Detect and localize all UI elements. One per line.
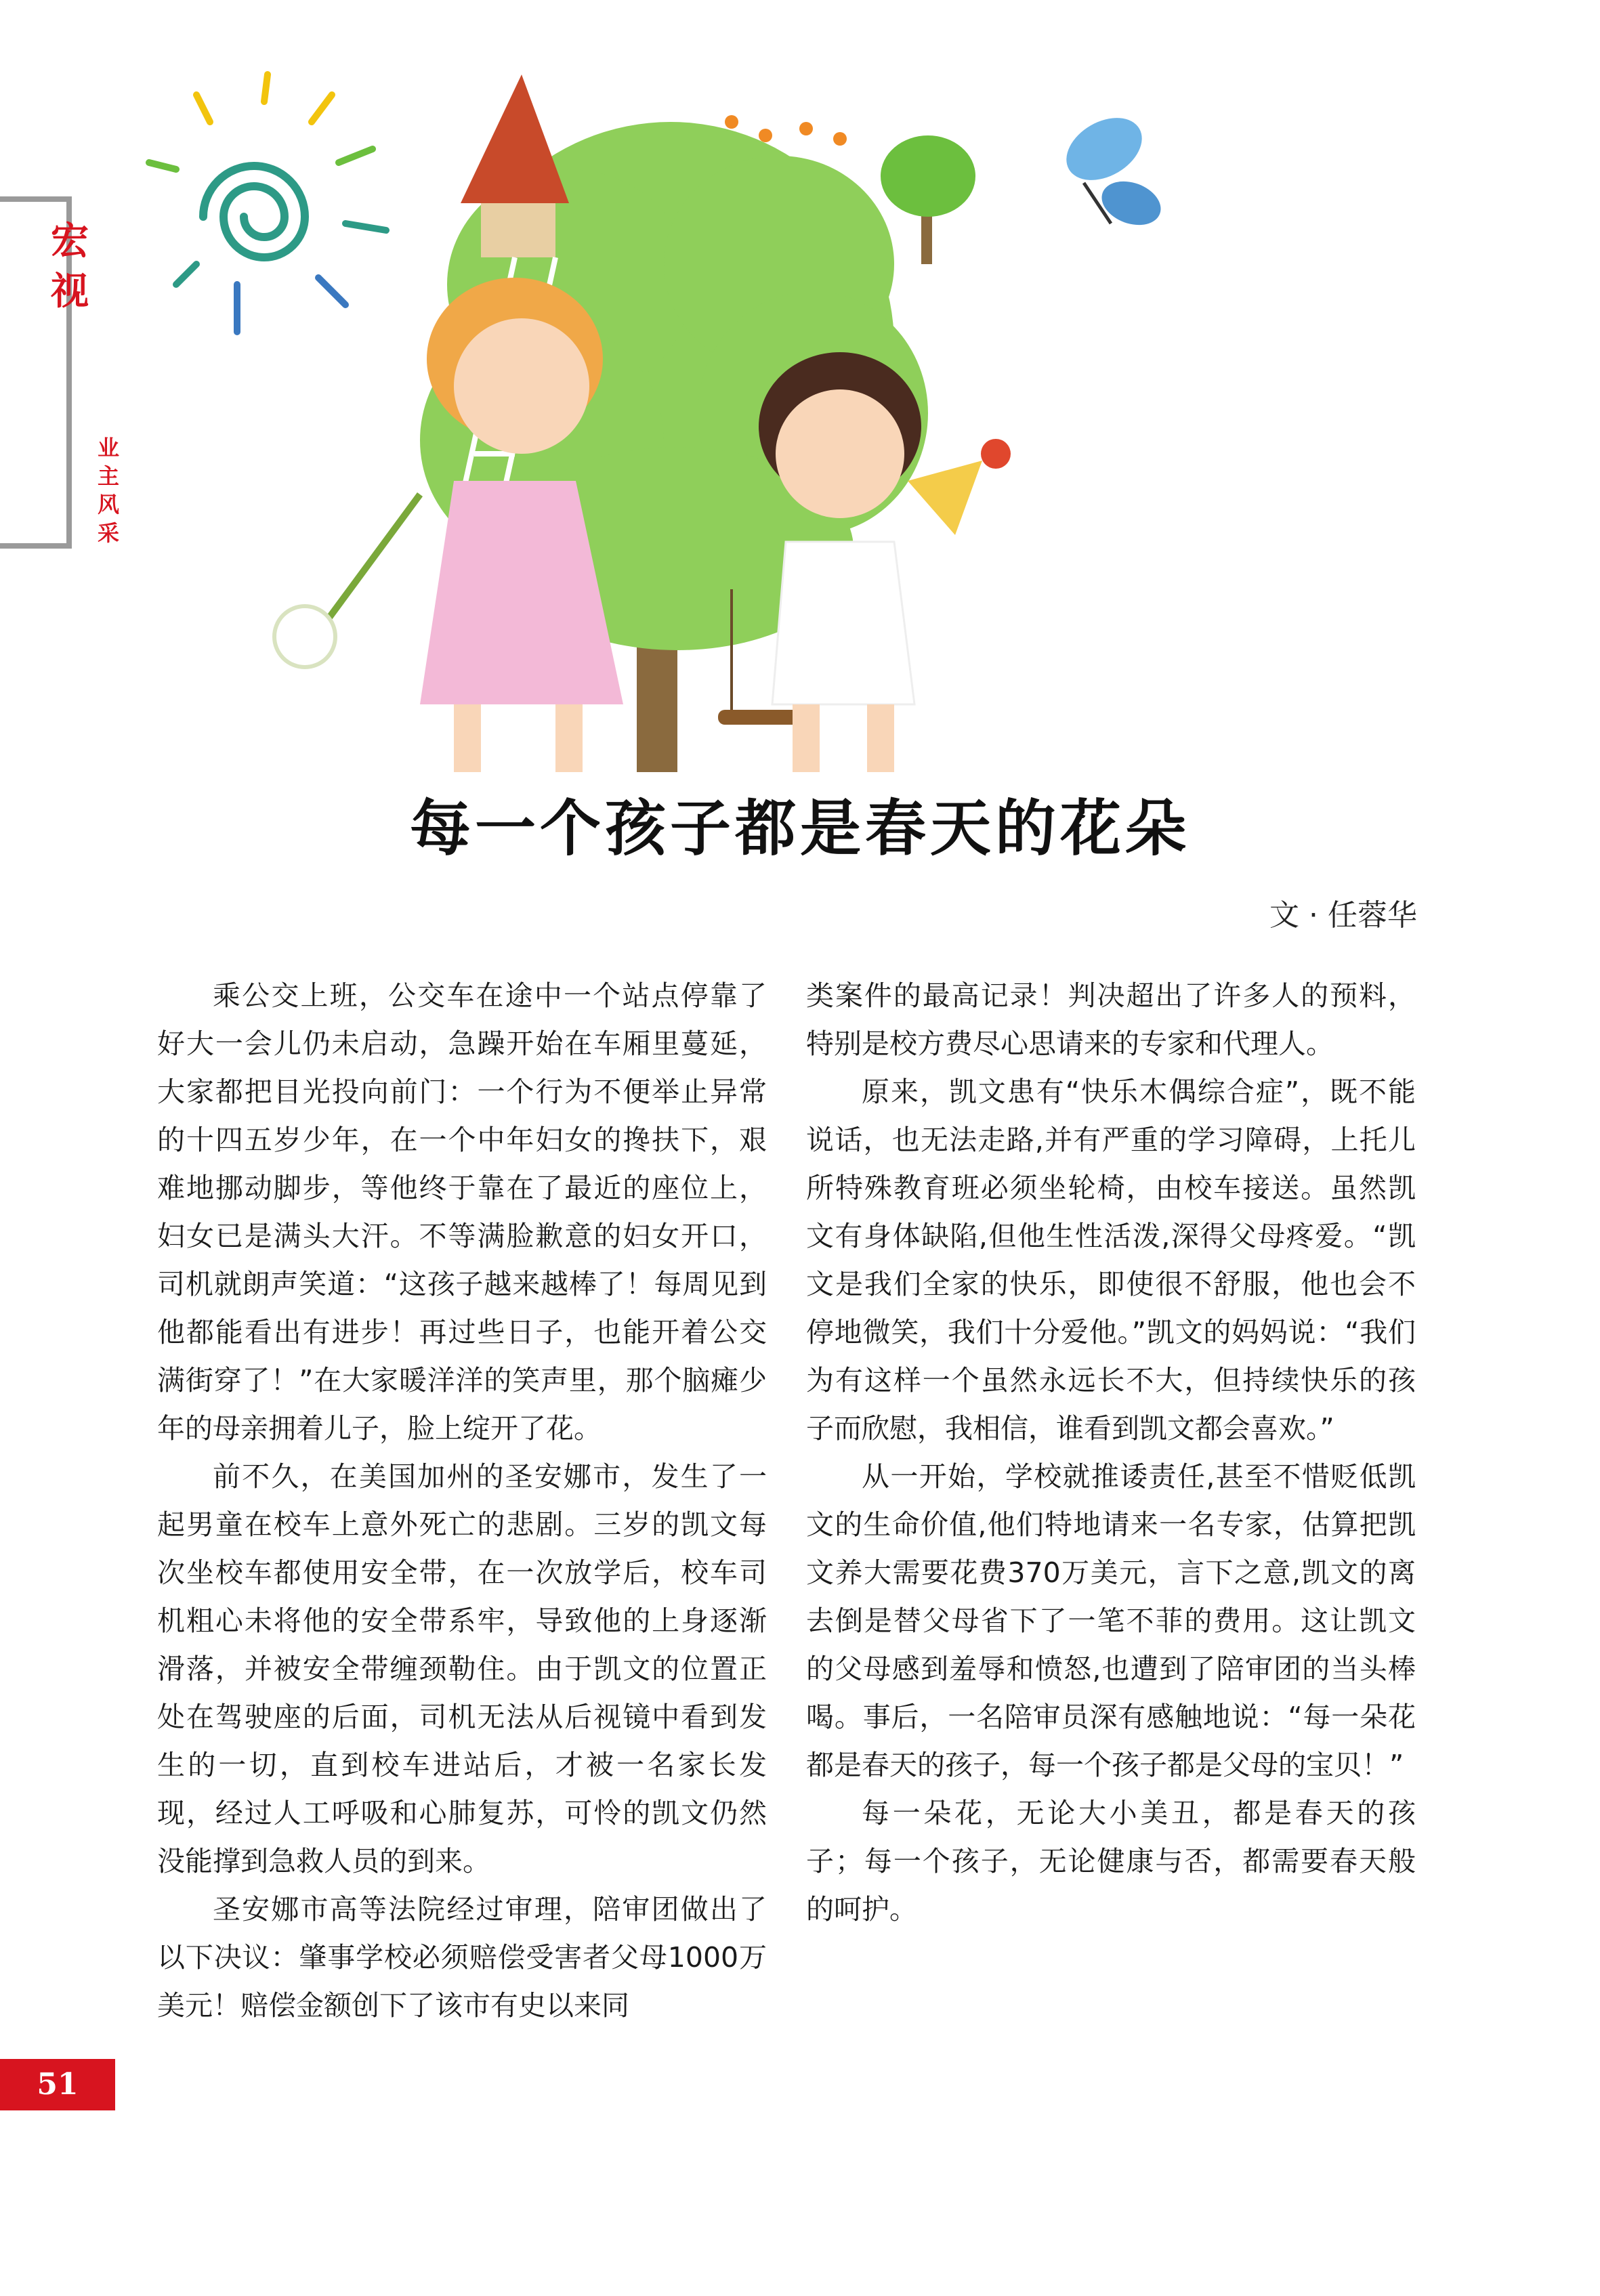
small-tree xyxy=(881,135,975,264)
paragraph: 原来，凯文患有“快乐木偶综合症”，既不能说话，也无法走路,并有严重的学习障碍，上托儿所特殊教育班必须坐轮椅，由校车接送。虽然凯文有身体缺陷,但他生性活泼,深得父母疼爱。“凯文是我们全家的快乐，即使很不舒服，他也会不停地微笑，我们十分爱他。”凯文的妈妈说：“我们为有这样一个虽然永远长不大，但持续快乐的孩子而欣慰，我相信，谁看到凯文都会喜欢。” xyxy=(806,1076,1416,1445)
boy-figure xyxy=(759,352,1011,772)
section-label: 宏视 xyxy=(51,219,89,314)
butterfly-icon xyxy=(1055,105,1167,232)
sun-icon xyxy=(149,75,386,332)
paragraph: 前不久，在美国加州的圣安娜市，发生了一起男童在校车上意外死亡的悲剧。三岁的凯文每次坐校车都使用安全带，在一次放学后，校车司机粗心未将他的安全带系牢，导致他的上身逐渐滑落，并被安全带缠颈勒住。由于凯文的位置正处在驾驶座的后面，司机无法从后视镜中看到发生的一切，直到校车进站后，才被一名家长发现，经过人工呼吸和心肺复苏，可怜的凯文仍然没能撑到急救人员的到来。 xyxy=(157,1460,767,1877)
article-title: 每一个孩子都是春天的花朵 xyxy=(410,792,1190,864)
girl-figure xyxy=(274,278,623,772)
paragraph: 从一开始，学校就推诿责任,甚至不惜贬低凯文的生命价值,他们特地请来一名专家，估算把凯文养大需要花费370万美元，言下之意,凯文的离去倒是替父母省下了一笔不菲的费用。这让凯文的父母感到羞辱和愤怒,也遭到了陪审团的当头棒喝。事后，一名陪审员深有感触地说：“每一朵花都是春天的孩子，每一个孩子都是父母的宝贝！” xyxy=(806,1460,1416,1781)
paragraph: 乘公交上班，公交车在途中一个站点停靠了好大一会儿仍未启动，急躁开始在车厢里蔓延，大家都把目光投向前门：一个行为不便举止异常的十四五岁少年，在一个中年妇女的搀扶下，艰难地挪动脚步，等他终于靠在了最近的座位上，妇女已是满头大汗。不等满脸歉意的妇女开口，司机就朗声笑道：“这孩子越来越棒了！每周见到他都能看出有进步！再过些日子，也能开着公交满街穿了！”在大家暖洋洋的笑声里，那个脑瘫少年的母亲拥着儿子，脸上绽开了花。 xyxy=(157,979,767,1445)
article-author: 文 · 任蓉华 xyxy=(1269,898,1417,933)
tower-roof xyxy=(461,75,569,203)
article-column-right xyxy=(806,972,1416,1934)
paragraph: 每一朵花，无论大小美丑，都是春天的孩子；每一个孩子，无论健康与否，都需要春天般的呵护。 xyxy=(806,1797,1416,1926)
section-sublabel: 业主风采 xyxy=(97,435,119,546)
header-illustration xyxy=(135,61,1287,772)
page-number: 51 xyxy=(0,2059,115,2110)
paragraph-continued: 类案件的最高记录！判决超出了许多人的预料，特别是校方费尽心思请来的专家和代理人。 xyxy=(806,979,1416,1060)
article-column-left xyxy=(157,972,767,2030)
paragraph: 圣安娜市高等法院经过审理，陪审团做出了以下决议：肇事学校必须赔偿受害者父母1000万美元！赔偿金额创下了该市有史以来同 xyxy=(157,1893,767,2022)
